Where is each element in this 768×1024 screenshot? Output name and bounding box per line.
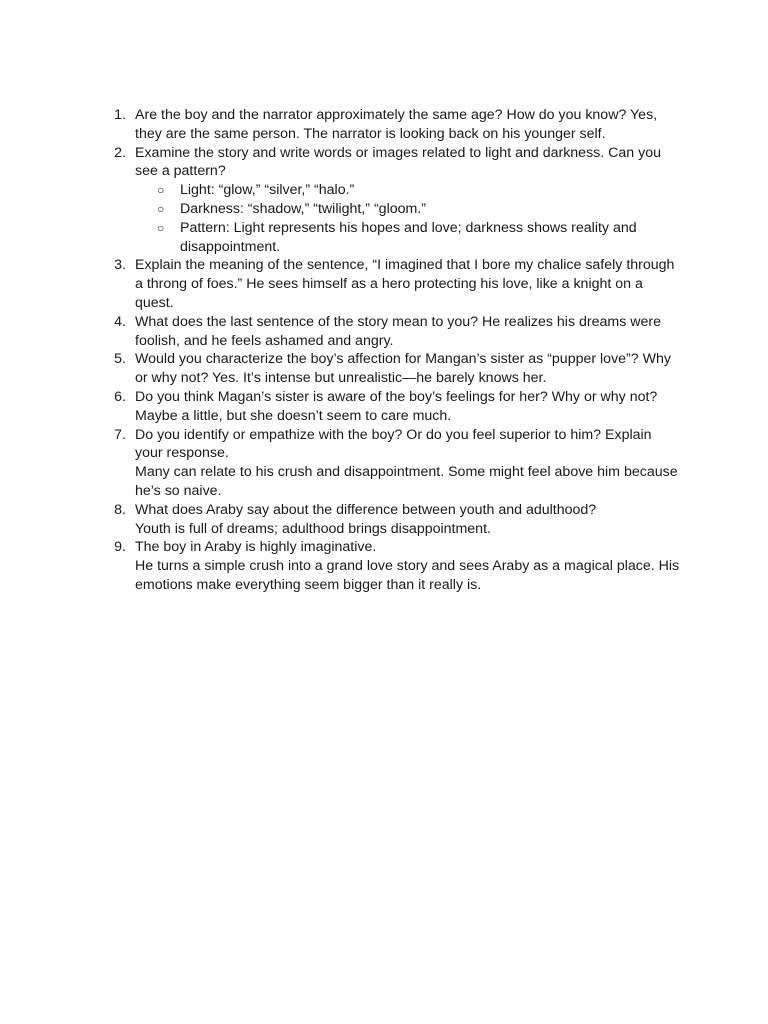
question-text: Do you think Magan’s sister is aware of the boy’s feelings for her? Why or why not? Maybe a little, but she doesn’t seem to care much. [135, 388, 658, 424]
answer-text: Many can relate to his crush and disappointment. Some might feel above him because he’s so naive. [135, 464, 678, 499]
question-item-6 [106, 388, 680, 426]
question-item-8 [106, 501, 680, 539]
answer-subitem [135, 181, 680, 200]
question-item-7 [106, 426, 680, 501]
question-number: 7. [114, 426, 126, 443]
question-number: 3. [114, 257, 126, 274]
question-number: 5. [114, 351, 126, 368]
answer-subitem [135, 219, 680, 257]
question-item-9 [106, 538, 680, 594]
question-item-5 [106, 350, 680, 388]
question-text: The boy in Araby is highly imaginative. [135, 539, 377, 556]
hollow-circle-bullet-icon: ○ [157, 183, 165, 198]
question-number: 4. [114, 313, 126, 330]
question-text: Do you identify or empathize with the boy? Or do you feel superior to him? Explain your response. [135, 426, 652, 462]
answer-sublist [135, 181, 680, 256]
question-number: 8. [114, 501, 126, 518]
question-list [106, 106, 680, 595]
question-text: Are the boy and the narrator approximately the same age? How do you know? Yes, they are the same person. The narrator is looking back on his younger self. [135, 107, 658, 142]
question-text: What does the last sentence of the story mean to you? He realizes his dreams were foolish, and he feels ashamed and angry. [135, 313, 661, 349]
subitem-text: Darkness: “shadow,” “twilight,” “gloom.” [180, 200, 426, 217]
question-text: Would you characterize the boy’s affection for Mangan’s sister as “pupper love”? Why or why not? Yes. It’s intense but unrealistic—he barely knows her. [135, 351, 671, 387]
question-number: 6. [114, 388, 126, 405]
question-item-4 [106, 313, 680, 351]
hollow-circle-bullet-icon: ○ [157, 201, 165, 216]
question-number: 1. [114, 107, 126, 123]
hollow-circle-bullet-icon: ○ [157, 220, 165, 235]
question-text: What does Araby say about the difference between youth and adulthood? [135, 501, 597, 518]
answer-subitem [135, 200, 680, 219]
answer-text: Youth is full of dreams; adulthood brings disappointment. [135, 520, 491, 537]
question-text: Examine the story and write words or images related to light and darkness. Can you see a pattern? [135, 144, 661, 180]
answer-text: He turns a simple crush into a grand love story and sees Araby as a magical place. His emotions make everything seem bigger than it really is. [135, 558, 680, 593]
question-item-3 [106, 256, 680, 312]
question-item-2 [106, 144, 680, 257]
question-text: Explain the meaning of the sentence, “I imagined that I bore my chalice safely through a throng of foes.” He sees himself as a hero protecting his love, like a knight on a quest. [135, 257, 675, 311]
subitem-text: Light: “glow,” “silver,” “halo.” [180, 182, 355, 199]
question-number: 2. [114, 144, 126, 161]
question-item-1 [106, 106, 680, 144]
subitem-text: Pattern: Light represents his hopes and love; darkness shows reality and disappointment. [180, 219, 637, 255]
question-number: 9. [114, 539, 126, 556]
